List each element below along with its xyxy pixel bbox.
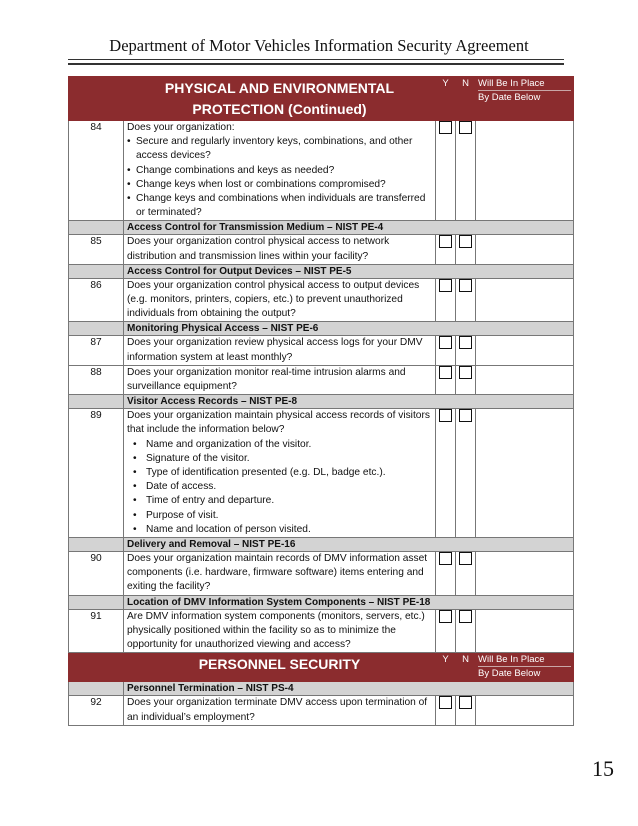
subsection-title: Access Control for Transmission Medium – NIST PE-4 <box>124 221 574 235</box>
no-column-header: N <box>456 77 476 121</box>
security-questionnaire-table <box>68 76 574 726</box>
no-checkbox[interactable] <box>459 336 472 349</box>
question-text: Does your organization terminate DMV access upon termination of an individual’s employment? <box>124 696 436 725</box>
yes-checkbox[interactable] <box>439 409 452 422</box>
no-checkbox[interactable] <box>459 366 472 379</box>
question-text: Are DMV information system components (monitors, servers, etc.) physically positioned within the facility so as to minimize the opportunity for unauthorized viewing and access? <box>124 609 436 653</box>
list-item: • Name and location of person visited. <box>127 523 432 537</box>
question-row-87 <box>69 336 574 365</box>
question-row-85 <box>69 235 574 264</box>
list-item: • Change keys when lost or combinations compromised? <box>127 178 432 192</box>
date-field[interactable] <box>476 552 574 596</box>
question-row-92 <box>69 696 574 725</box>
no-checkbox[interactable] <box>459 121 472 134</box>
yes-checkbox[interactable] <box>439 279 452 292</box>
yes-checkbox[interactable] <box>439 552 452 565</box>
question-number: 86 <box>69 278 124 322</box>
subsection-title: Personnel Termination – NIST PS-4 <box>124 682 574 696</box>
question-number: 92 <box>69 696 124 725</box>
subsection-title: Location of DMV Information System Components – NIST PE-18 <box>124 595 574 609</box>
yes-checkbox[interactable] <box>439 336 452 349</box>
yes-checkbox[interactable] <box>439 610 452 623</box>
subsection-row <box>69 682 574 696</box>
question-text: Does your organization review physical access logs for your DMV information system at least monthly? <box>124 336 436 365</box>
date-field[interactable] <box>476 365 574 394</box>
question-text: Does your organization: • Secure and regularly inventory keys, combinations, and other access devices? • Change combinations and keys as needed? • Change keys when lost or combinations compromised? • Change keys and combinations when individuals are transferred or terminated? <box>124 121 436 221</box>
no-checkbox[interactable] <box>459 696 472 709</box>
yes-checkbox[interactable] <box>439 121 452 134</box>
list-item: • Time of entry and departure. <box>127 494 432 508</box>
question-number: 88 <box>69 365 124 394</box>
list-item: • Type of identification presented (e.g. DL, badge etc.). <box>127 466 432 480</box>
question-number: 91 <box>69 609 124 653</box>
question-row-89 <box>69 409 574 538</box>
title-rule <box>68 59 564 60</box>
yes-checkbox[interactable] <box>439 235 452 248</box>
list-item: • Name and organization of the visitor. <box>127 438 432 452</box>
question-row-88 <box>69 365 574 394</box>
question-row-84 <box>69 121 574 221</box>
question-row-91 <box>69 609 574 653</box>
yes-column-header: Y <box>436 77 456 121</box>
no-checkbox[interactable] <box>459 409 472 422</box>
title-rule-thick <box>68 63 564 65</box>
list-item: • Date of access. <box>127 480 432 494</box>
section-header-physical <box>69 77 574 121</box>
subsection-row <box>69 395 574 409</box>
question-text: Does your organization monitor real-time intrusion alarms and surveillance equipment? <box>124 365 436 394</box>
band-blank-cell <box>69 77 124 121</box>
no-column-header: N <box>456 653 476 682</box>
date-field[interactable] <box>476 409 574 538</box>
date-field[interactable] <box>476 278 574 322</box>
question-text: Does your organization control physical access to output devices (e.g. monitors, printers, copiers, etc.) to prevent unauthorized individuals from obtaining the output? <box>124 278 436 322</box>
subsection-row <box>69 538 574 552</box>
date-field[interactable] <box>476 121 574 221</box>
subsection-row <box>69 264 574 278</box>
no-checkbox[interactable] <box>459 235 472 248</box>
date-field[interactable] <box>476 235 574 264</box>
yes-checkbox[interactable] <box>439 366 452 379</box>
no-checkbox[interactable] <box>459 279 472 292</box>
question-text: Does your organization maintain records of DMV information asset components (i.e. hardware, firmware software) items entering and exiting the facility? <box>124 552 436 596</box>
list-item: • Signature of the visitor. <box>127 452 432 466</box>
page-title: Department of Motor Vehicles Information Security Agreement <box>109 36 529 55</box>
date-field[interactable] <box>476 609 574 653</box>
list-item: • Secure and regularly inventory keys, combinations, and other access devices? <box>127 135 432 163</box>
question-number: 89 <box>69 409 124 538</box>
question-text: Does your organization control physical access to network distribution and transmission lines within your facility? <box>124 235 436 264</box>
page-number: 15 <box>592 756 614 781</box>
question-row-86 <box>69 278 574 322</box>
will-be-in-place-header: Will Be In Place By Date Below <box>476 653 574 682</box>
list-item: • Change combinations and keys as needed? <box>127 164 432 178</box>
question-number: 85 <box>69 235 124 264</box>
question-number: 90 <box>69 552 124 596</box>
question-row-90 <box>69 552 574 596</box>
subsection-row <box>69 595 574 609</box>
will-be-in-place-header: Will Be In Place By Date Below <box>476 77 574 121</box>
list-item: • Purpose of visit. <box>127 509 432 523</box>
date-field[interactable] <box>476 336 574 365</box>
question-number: 84 <box>69 121 124 221</box>
section-title: PERSONNEL SECURITY <box>124 653 436 682</box>
subsection-title: Access Control for Output Devices – NIST PE-5 <box>124 264 574 278</box>
date-field[interactable] <box>476 696 574 725</box>
subsection-row <box>69 221 574 235</box>
yes-checkbox[interactable] <box>439 696 452 709</box>
subsection-row <box>69 322 574 336</box>
subsection-title: Monitoring Physical Access – NIST PE-6 <box>124 322 574 336</box>
section-title: PHYSICAL AND ENVIRONMENTAL PROTECTION (Continued) <box>124 77 436 121</box>
list-item: • Change keys and combinations when individuals are transferred or terminated? <box>127 192 432 220</box>
question-text: Does your organization maintain physical access records of visitors that include the information below? • Name and organization of the visitor. • Signature of the visitor. • Type of identification presented (e.g. DL, badge etc.). • Date of access. • Time of entry and departure. • Purpose of visit. • Name and location of person visited. <box>124 409 436 538</box>
question-number: 87 <box>69 336 124 365</box>
band-blank-cell <box>69 653 124 682</box>
no-checkbox[interactable] <box>459 610 472 623</box>
yes-column-header: Y <box>436 653 456 682</box>
no-checkbox[interactable] <box>459 552 472 565</box>
subsection-title: Visitor Access Records – NIST PE-8 <box>124 395 574 409</box>
subsection-title: Delivery and Removal – NIST PE-16 <box>124 538 574 552</box>
section-header-personnel <box>69 653 574 682</box>
